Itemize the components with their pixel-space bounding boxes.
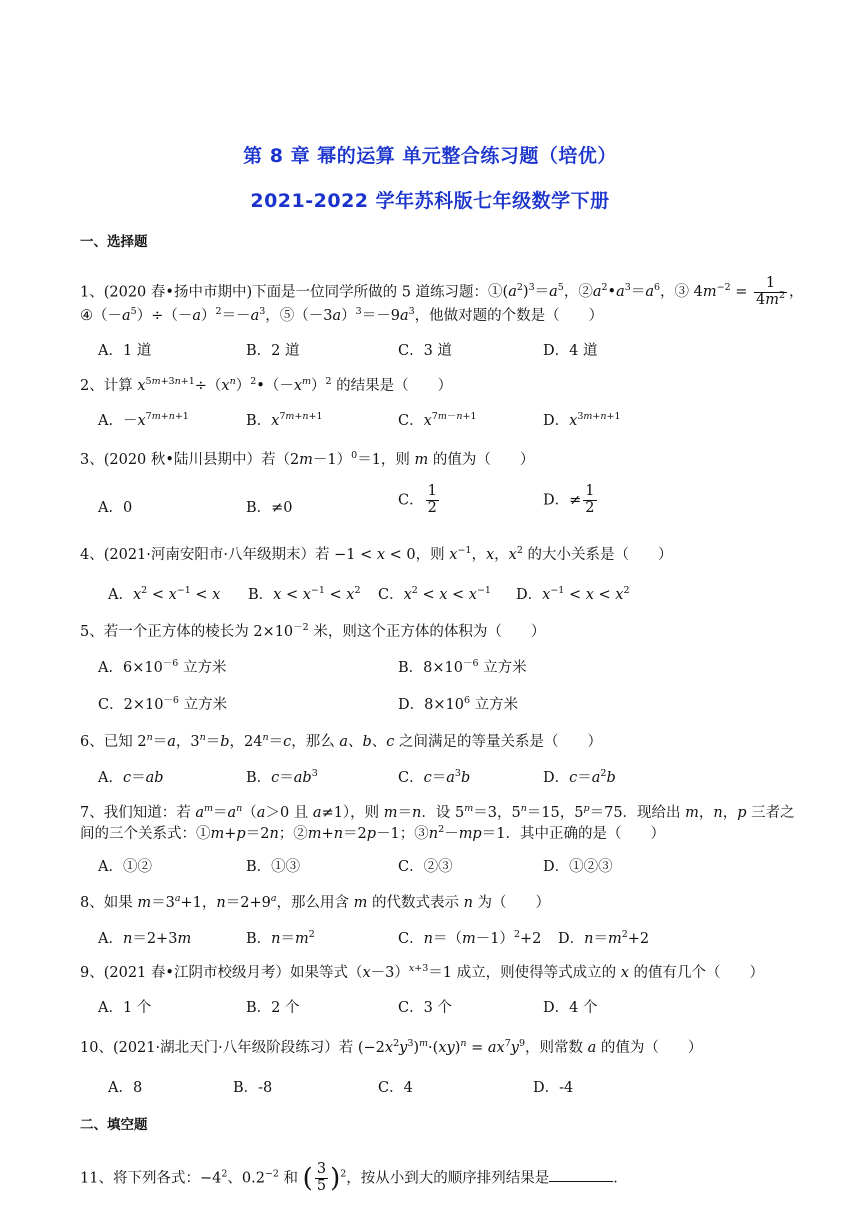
option-d[interactable]: D．$n=m^2+2$ [558,929,650,947]
option-a[interactable]: A．8 [108,1080,143,1096]
option-d[interactable]: D．4 个 [543,1000,598,1016]
option-b[interactable]: B．2 道 [246,343,300,359]
question-7: 7、我们知道：若 $a^m=a^n(a>0$ 且 a≠1），则 m＝n．设 $5^m=3$，$5^n=15$，$5^p=75$．现给出 m，n，p 三者之 [80,803,795,821]
option-a[interactable]: A．$x^2 < x^{-1} < x$ [108,585,221,603]
section-heading-fill: 二、填空题 [80,1117,148,1133]
option-b[interactable]: B．$x^{7m+n+1}$ [246,411,323,429]
option-d[interactable]: D．①②③ [543,859,613,875]
option-d[interactable]: D．≠ $\frac{1}{2}$ [543,483,595,516]
option-c[interactable]: C．$x^2 < x < x^{-1}$ [378,585,491,603]
question-1-items: $①(a^2)^3=a^5$，$②a^2•a^3=a^6$，③ $4m^{-2}$ = $\frac{1}{4m^2}$ ， [488,275,804,308]
section-heading-choice: 一、选择题 [80,234,148,250]
option-a[interactable]: A．①② [98,859,152,875]
question-9: 9、(2021 春•江阴市校级月考）如果等式$(x-3)^{x+3}=1$ 成立，则使得等式成立的 x 的值有几个（ ） [80,963,764,981]
option-c[interactable]: C．$x^{7m-n+1}$ [398,411,477,429]
option-c[interactable]: C．$n=(m-1)^2+2$ [398,929,542,947]
option-d[interactable]: D．-4 [533,1080,574,1096]
question-10: 10、(2021·湖北天门·八年级阶段练习）若 $(-2x^2y^3)^m\cdot(xy)^n = ax^7y^9$，则常数 a 的值为（ ） [80,1038,703,1056]
option-a[interactable]: A．n＝2+3m [98,931,192,947]
question-1 [80,276,804,309]
option-a[interactable]: A．$6\times 10^{-6}$ 立方米 [98,658,227,676]
option-c[interactable]: C．②③ [398,859,453,875]
answer-blank[interactable] [549,1167,613,1182]
option-d[interactable]: D．4 道 [543,343,598,359]
option-b[interactable]: B．$c=ab^3$ [246,768,318,786]
option-d[interactable]: D．$x^{3m+n+1}$ [543,411,621,429]
option-c[interactable]: C．3 道 [398,343,452,359]
worksheet-title: 第 8 章 幂的运算 单元整合练习题（培优） [243,145,617,167]
option-c[interactable]: C．4 [378,1080,413,1096]
option-a[interactable]: A．1 个 [98,1000,152,1016]
question-3: 3、(2020 秋•陆川县期中）若$(2m-1)^0=1$，则 m 的值为（ ） [80,450,535,468]
option-a[interactable]: A．1 道 [98,343,152,359]
worksheet-subtitle: 2021-2022 学年苏科版七年级数学下册 [250,190,610,212]
option-c[interactable]: C．$2\times 10^{-6}$ 立方米 [98,695,228,713]
question-5: 5、若一个正方体的棱长为 $2\times 10^{-2}$ 米，则这个正方体的体积为（ ） [80,622,546,640]
question-2: 2、计算 $x^{5m+3n+1}\div(x^n)^2•(-x^m)^2$ 的结果是（ ） [80,376,453,394]
option-b[interactable]: B．$x < x^{-1} < x^2$ [248,585,361,603]
question-8: 8、如果 $m=3^a+1$，$n=2+9^a$，那么用含 m 的代数式表示 n 为（ ） [80,893,551,911]
option-d[interactable]: D．$x^{-1} < x < x^2$ [516,585,630,603]
question-1-line-2: $④(-a^5)\div(-a)^2=-a^3$，$⑤(-3a)^3=-9a^3$，他做对题的个数是（ ） [80,306,604,324]
option-b[interactable]: B．≠0 [246,500,293,516]
option-b[interactable]: B．$8\times 10^{-6}$ 立方米 [398,658,527,676]
question-4: 4、(2021·河南安阳市·八年级期末）若 −1 < x < 0，则 $x^{-1}$，x，$x^2$ 的大小关系是（ ） [80,545,673,563]
option-d[interactable]: D．$8\times 10^6$ 立方米 [398,695,519,713]
option-d[interactable]: D．$c=a^2b$ [543,768,616,786]
option-b[interactable]: B．-8 [233,1080,273,1096]
option-b[interactable]: B．$n=m^2$ [246,929,315,947]
question-1-prefix: 1、(2020 春•扬中市期中)下面是一位同学所做的 5 道练习题： [80,284,489,301]
option-a[interactable]: A．c＝ab [98,770,164,786]
option-a[interactable]: A．$-x^{7m+n+1}$ [98,411,189,429]
option-b[interactable]: B．2 个 [246,1000,300,1016]
question-6: 6、已知 $2^n=a$，$3^n=b$，$24^n=c$，那么 a、b、c 之间满足的等量关系是（ ） [80,732,602,750]
option-a[interactable]: A．0 [98,500,133,516]
question-7-line-2: 间的三个关系式：①m+p＝2n；②m+n＝2p－1；$③n^2-mp=1$．其中正确的是（ ） [80,824,665,842]
option-c[interactable]: C． $\frac{1}{2}$ [398,483,437,516]
option-c[interactable]: C．3 个 [398,1000,452,1016]
option-b[interactable]: B．①③ [246,859,301,875]
question-11: 11、将下列各式：$-4^2$、$0.2^{-2}$ 和 ( $\frac{3}{5}$ )$^2$，按从小到大的顺序排列结果是 ． [80,1161,628,1194]
option-c[interactable]: C．$c=a^3b$ [398,768,471,786]
